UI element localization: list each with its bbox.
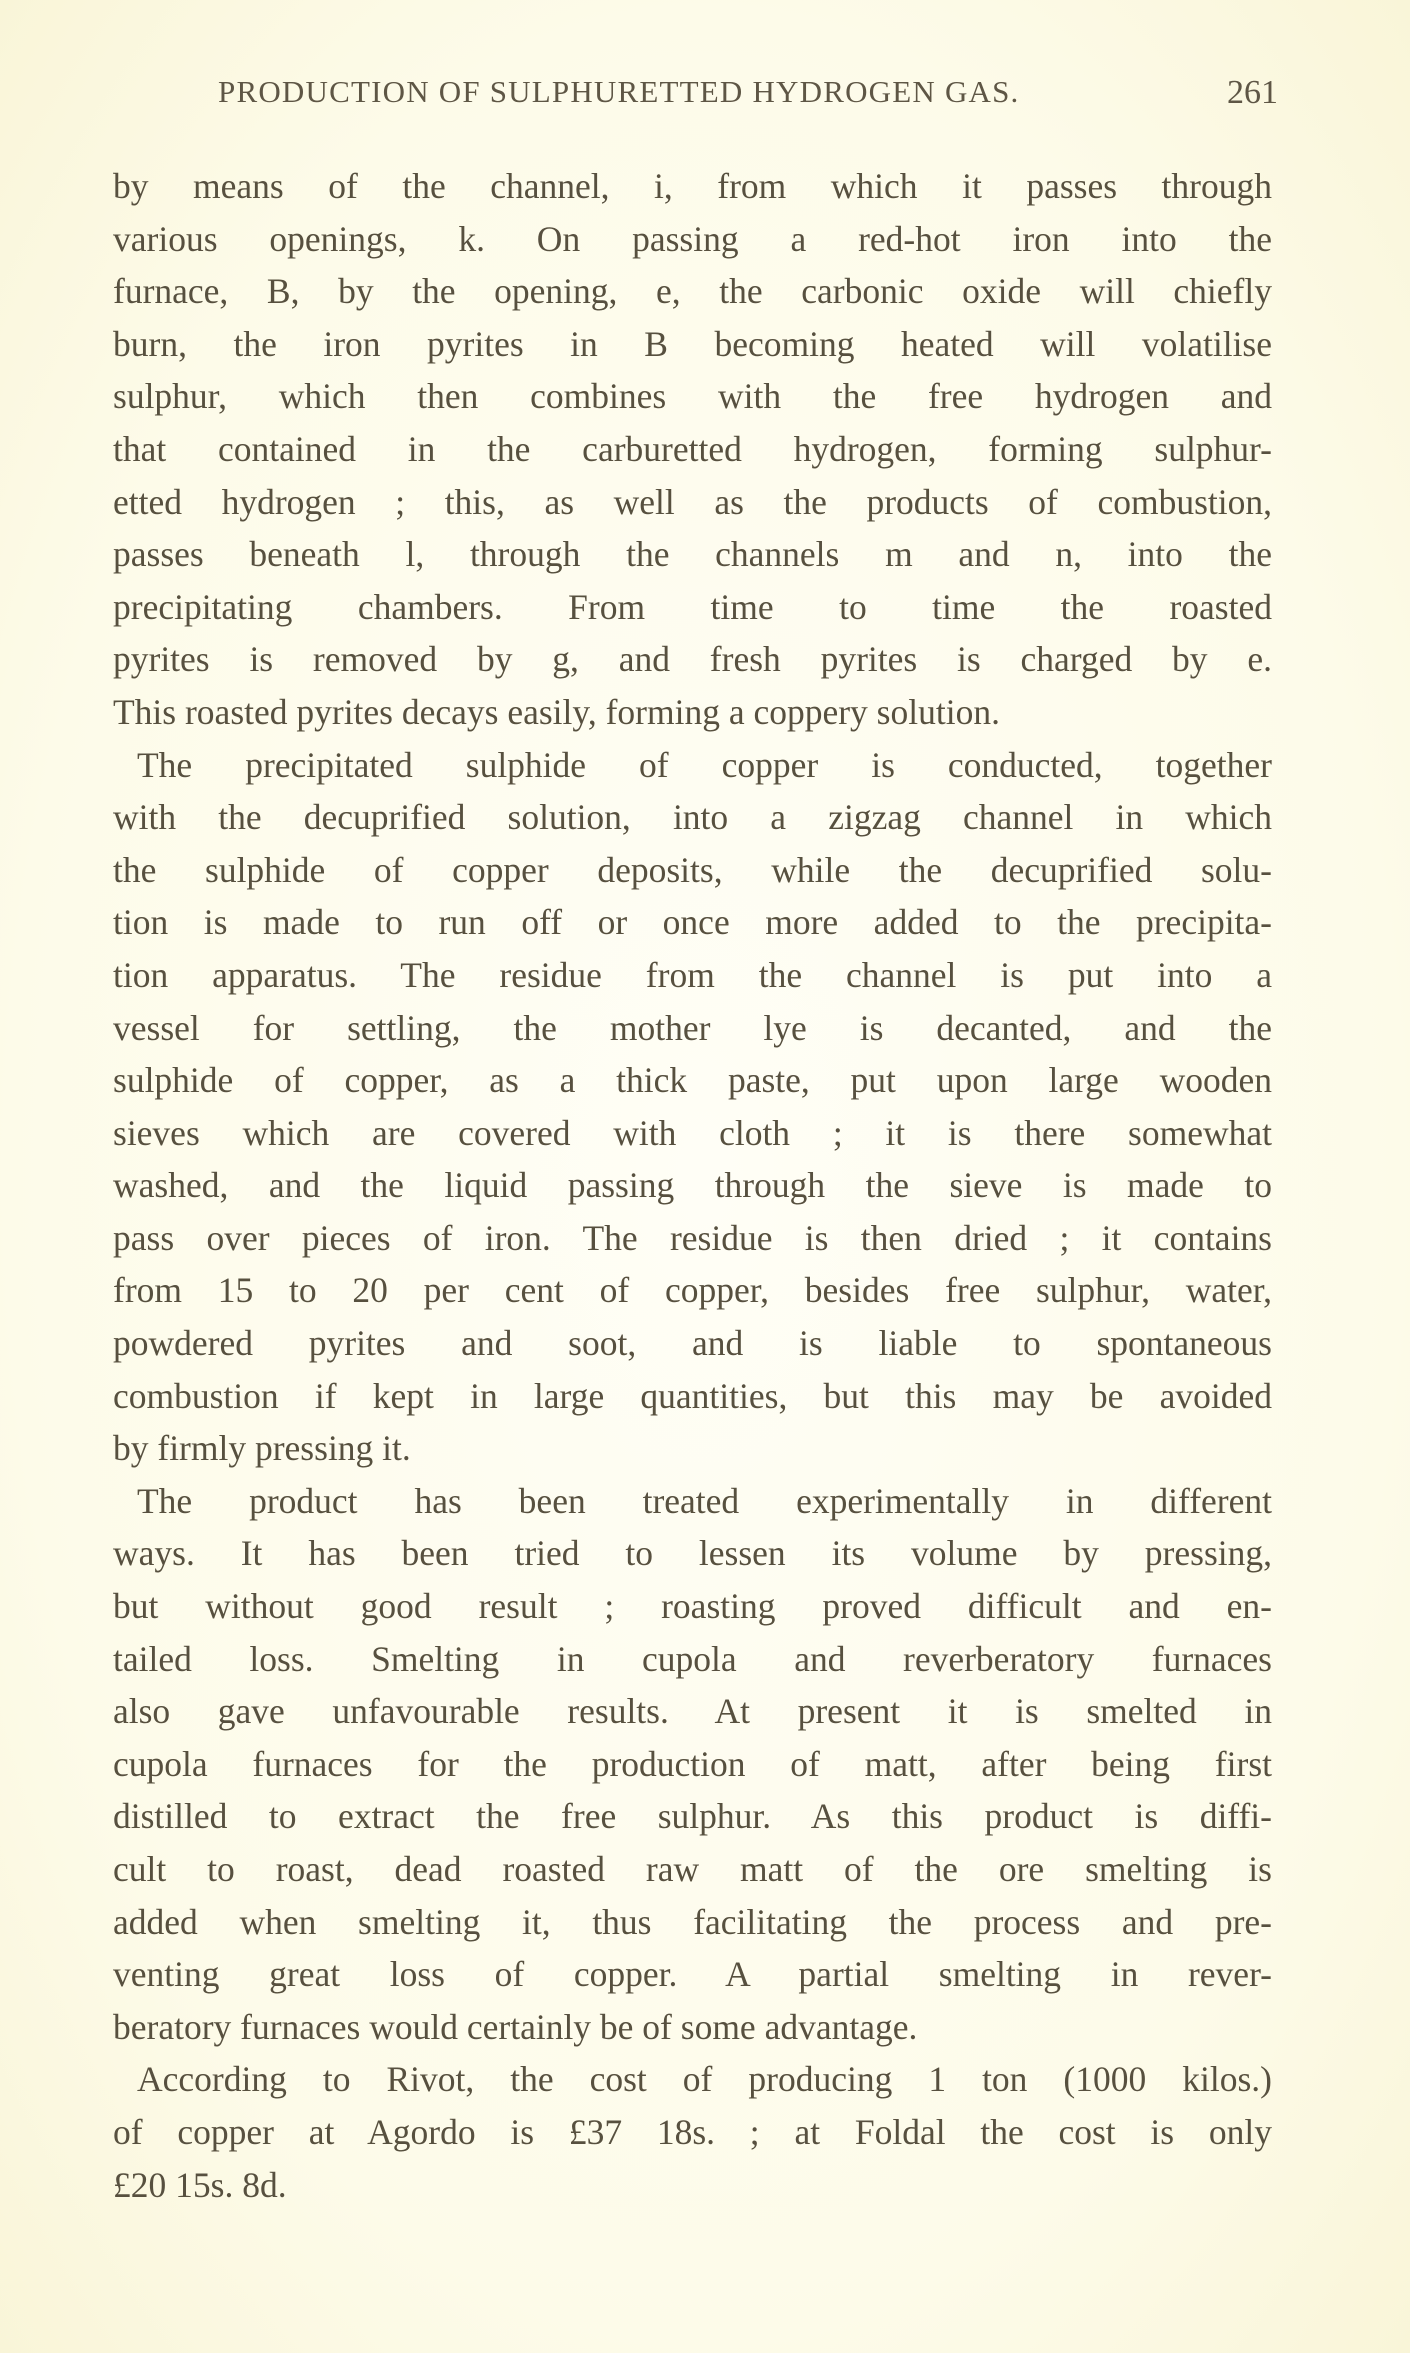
text-line: from 15 to 20 per cent of copper, besides free sulphur, water,: [113, 1270, 1272, 1311]
text-line: powdered pyrites and soot, and is liable to spontaneous: [113, 1323, 1272, 1364]
text-line: sulphide of copper, as a thick paste, put upon large wooden: [113, 1060, 1272, 1101]
text-line: that contained in the carburetted hydrogen, forming sulphur-: [113, 428, 1272, 469]
running-head-title: PRODUCTION OF SULPHURETTED HYDROGEN GAS.: [218, 74, 1020, 109]
text-line: washed, and the liquid passing through the sieve is made to: [113, 1165, 1272, 1206]
text-line: pass over pieces of iron. The residue is then dried ; it contains: [113, 1217, 1272, 1258]
text-line: but without good result ; roasting proved difficult and en-: [113, 1586, 1272, 1627]
text-line: ways. It has been tried to lessen its volume by pressing,: [113, 1533, 1272, 1574]
running-head: [218, 74, 1278, 124]
text-line: passes beneath l, through the channels m and n, into the: [113, 534, 1272, 575]
body-text: [113, 160, 1272, 2211]
text-line: sieves which are covered with cloth ; it is there somewhat: [113, 1112, 1272, 1153]
text-line: burn, the iron pyrites in B becoming heated will volatilise: [113, 323, 1272, 364]
paragraph-start-line: The precipitated sulphide of copper is conducted, together: [137, 744, 1272, 785]
text-line: This roasted pyrites decays easily, forming a coppery solution.: [113, 691, 1000, 732]
text-line: etted hydrogen ; this, as well as the products of combustion,: [113, 481, 1272, 522]
text-line: by means of the channel, i, from which it passes through: [113, 166, 1272, 206]
paragraph-start-line: According to Rivot, the cost of producing 1 ton (1000 kilos.): [137, 2059, 1272, 2100]
text-line: sulphur, which then combines with the free hydrogen and: [113, 376, 1272, 417]
text-line: various openings, k. On passing a red-hot iron into the: [113, 218, 1272, 259]
text-line: distilled to extract the free sulphur. As this product is diffi-: [113, 1796, 1272, 1837]
text-line: cult to roast, dead roasted raw matt of the ore smelting is: [113, 1849, 1272, 1889]
text-line: beratory furnaces would certainly be of some advantage.: [113, 2006, 918, 2047]
text-line: venting great loss of copper. A partial smelting in rever-: [113, 1954, 1272, 1995]
text-line: vessel for settling, the mother lye is decanted, and the: [113, 1007, 1272, 1048]
text-line: also gave unfavourable results. At present it is smelted in: [113, 1691, 1272, 1732]
text-line: of copper at Agordo is £37 18s. ; at Foldal the cost is only: [113, 2111, 1272, 2152]
text-line: tion is made to run off or once more added to the precipita-: [113, 902, 1272, 943]
text-line: tailed loss. Smelting in cupola and reverberatory furnaces: [113, 1638, 1272, 1679]
text-line: £20 15s. 8d.: [113, 2164, 287, 2205]
text-line: by firmly pressing it.: [113, 1428, 411, 1469]
text-line: combustion if kept in large quantities, but this may be avoided: [113, 1375, 1272, 1416]
page-number: 261: [1227, 74, 1278, 111]
text-line: the sulphide of copper deposits, while the decuprified solu-: [113, 849, 1272, 890]
paragraph-start-line: The product has been treated experimentally in different: [137, 1480, 1272, 1521]
text-line: precipitating chambers. From time to time the roasted: [113, 586, 1272, 627]
text-line: cupola furnaces for the production of matt, after being first: [113, 1743, 1272, 1784]
text-line: furnace, B, by the opening, e, the carbonic oxide will chiefly: [113, 271, 1272, 312]
text-line: added when smelting it, thus facilitating the process and pre-: [113, 1901, 1272, 1942]
text-line: pyrites is removed by g, and fresh pyrites is charged by e.: [113, 639, 1272, 680]
text-line: tion apparatus. The residue from the channel is put into a: [113, 954, 1272, 995]
text-line: with the decuprified solution, into a zigzag channel in which: [113, 797, 1272, 838]
